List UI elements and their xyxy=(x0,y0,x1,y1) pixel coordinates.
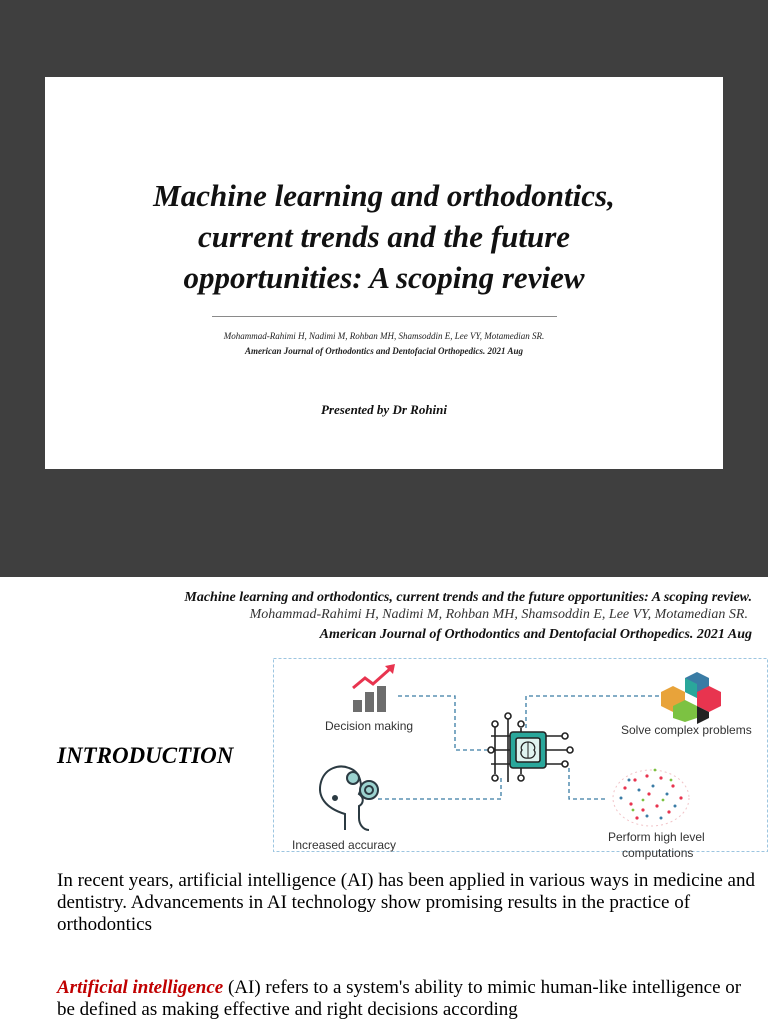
slide2-title: Machine learning and orthodontics, current trends and the future opportunities: A scoping review. xyxy=(184,590,752,605)
label-perform-high-level: Perform high level xyxy=(608,830,705,844)
growth-chart-icon xyxy=(353,664,395,712)
ai-chip-icon xyxy=(488,713,573,782)
diagram-canvas xyxy=(273,658,768,852)
slide1-title xyxy=(0,175,768,298)
slide2-authors: Mohammad-Rahimi H, Nadimi M, Rohban MH, Shamsoddin E, Lee VY, Motamedian SR. xyxy=(249,607,748,622)
slide1-authors: Mohammad-Rahimi H, Nadimi M, Rohban MH, Shamsoddin E, Lee VY, Motamedian SR. xyxy=(223,331,545,341)
label-increased-accuracy: Increased accuracy xyxy=(292,838,397,852)
ai-definition-text: (AI) refers to a system's ability to mimic human-like intelligence or be defined as making effective and right decisions according xyxy=(57,977,742,1020)
slide1-title-line: Machine learning and orthodontics, xyxy=(153,178,615,213)
slide1-journal: American Journal of Orthodontics and Dentofacial Orthopedics. 2021 Aug xyxy=(245,346,523,356)
title-divider xyxy=(212,316,557,317)
section-heading: INTRODUCTION xyxy=(57,743,234,768)
label-computations-cut: computations xyxy=(622,846,694,860)
slide1-title-line: opportunities: A scoping review xyxy=(183,260,585,295)
label-decision-making: Decision making xyxy=(325,719,414,733)
slide1-presenter: Presented by Dr Rohini xyxy=(320,402,448,417)
brain-dots-icon xyxy=(613,769,689,826)
paragraph-intro: In recent years, artificial intelligence (AI) has been applied in various ways in medicine and dentistry. Advancements in AI technology show promising results in the practice of orthodontics xyxy=(57,870,755,935)
paragraph-ai-definition xyxy=(57,977,757,1021)
cube-cluster-icon xyxy=(661,672,721,724)
label-solve-problems: Solve complex problems xyxy=(621,723,752,737)
slide1-title-line: current trends and the future xyxy=(197,219,571,254)
ai-term: Artificial intelligence xyxy=(57,977,224,998)
slide2-journal: American Journal of Orthodontics and Dentofacial Orthopedics. 2021 Aug xyxy=(319,627,752,642)
head-gear-icon xyxy=(320,767,378,830)
ai-capabilities-diagram xyxy=(273,658,768,860)
